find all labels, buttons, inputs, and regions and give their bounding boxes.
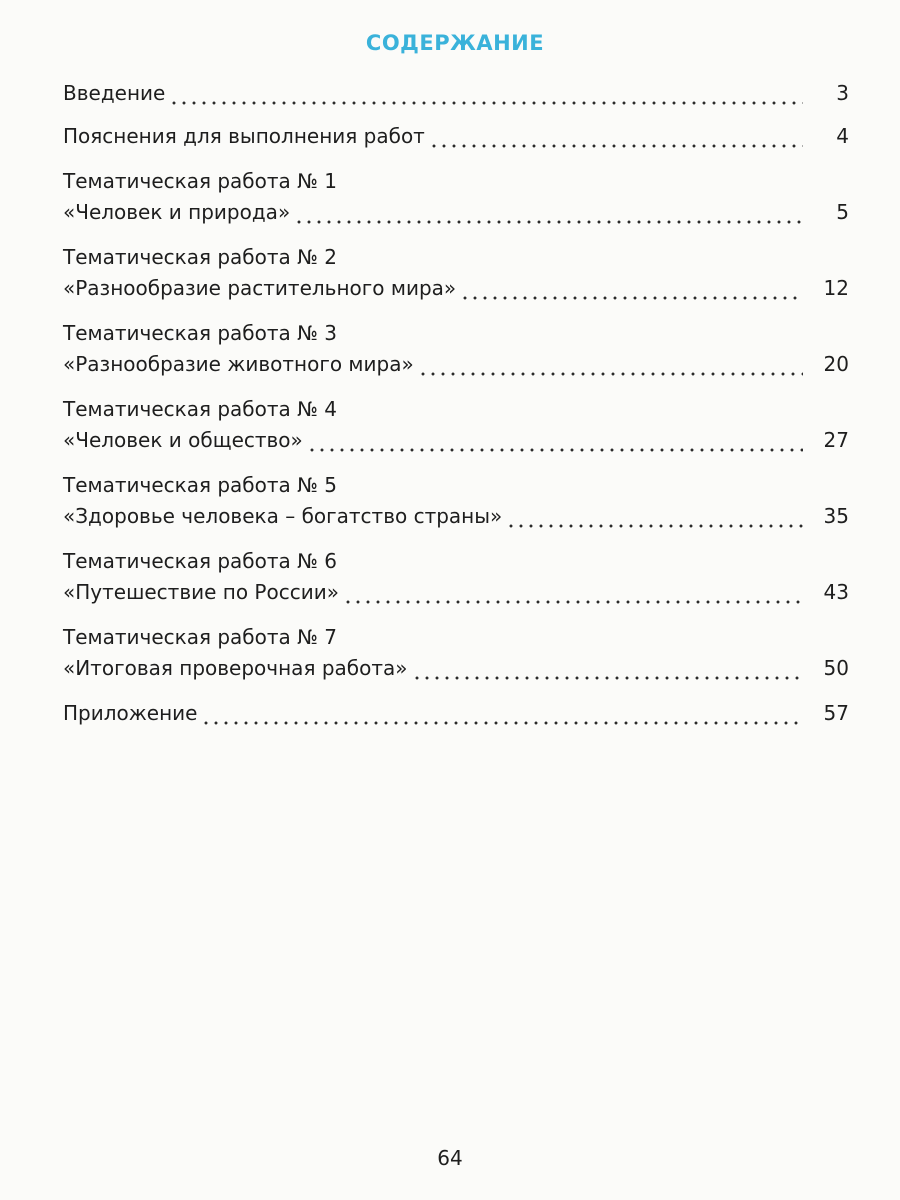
- dot-leader: [506, 501, 803, 532]
- toc-entry-label: Приложение: [63, 701, 198, 725]
- toc-entry[interactable]: [63, 78, 849, 109]
- table-of-contents: [63, 78, 849, 729]
- toc-entry-heading: Тематическая работа № 1: [63, 169, 338, 193]
- toc-entry[interactable]: [63, 698, 849, 729]
- toc-entry-label: «Разнообразие растительного мира»: [63, 276, 457, 300]
- page-number: 64: [437, 1146, 463, 1170]
- toc-entry-page: 20: [823, 352, 849, 376]
- dot-leader: [307, 425, 803, 456]
- toc-entry-label: Введение: [63, 81, 166, 105]
- toc-entry-heading: Тематическая работа № 5: [63, 473, 338, 497]
- dot-leader: [201, 698, 803, 729]
- toc-entry-page: 27: [823, 428, 849, 452]
- toc-entry-heading: Тематическая работа № 2: [63, 245, 338, 269]
- dot-leader: [460, 273, 803, 304]
- toc-entry-page: 12: [823, 276, 849, 300]
- toc-entry-label: «Человек и природа»: [63, 200, 291, 224]
- dot-leader: [169, 78, 803, 109]
- dot-leader: [412, 653, 804, 684]
- toc-entry-label: Пояснения для выполнения работ: [63, 124, 425, 148]
- toc-entry[interactable]: [63, 394, 849, 456]
- toc-entry-label: «Путешествие по России»: [63, 580, 339, 604]
- toc-entry-page: 3: [836, 81, 849, 105]
- toc-entry[interactable]: [63, 622, 849, 684]
- toc-entry[interactable]: [63, 242, 849, 304]
- toc-entry-heading: Тематическая работа № 3: [63, 321, 338, 345]
- toc-entry[interactable]: [63, 121, 849, 152]
- toc-entry-page: 5: [836, 200, 849, 224]
- dot-leader: [294, 197, 803, 228]
- toc-entry-page: 35: [823, 504, 849, 528]
- dot-leader: [418, 349, 803, 380]
- toc-entry-label: «Итоговая проверочная работа»: [63, 656, 408, 680]
- toc-entry-heading: Тематическая работа № 6: [63, 549, 338, 573]
- toc-entry[interactable]: [63, 166, 849, 228]
- toc-entry[interactable]: [63, 470, 849, 532]
- toc-entry-heading: Тематическая работа № 7: [63, 625, 338, 649]
- toc-entry[interactable]: [63, 546, 849, 608]
- page-title: СОДЕРЖАНИЕ: [365, 31, 545, 55]
- dot-leader: [343, 577, 803, 608]
- toc-entry-heading: Тематическая работа № 4: [63, 397, 338, 421]
- toc-entry-label: «Здоровье человека – богатство страны»: [63, 504, 503, 528]
- toc-entry[interactable]: [63, 318, 849, 380]
- toc-entry-page: 50: [823, 656, 849, 680]
- toc-entry-page: 4: [836, 124, 849, 148]
- toc-entry-label: «Разнообразие животного мира»: [63, 352, 414, 376]
- toc-entry-label: «Человек и общество»: [63, 428, 303, 452]
- toc-entry-page: 57: [823, 701, 849, 725]
- dot-leader: [429, 121, 803, 152]
- toc-entry-page: 43: [823, 580, 849, 604]
